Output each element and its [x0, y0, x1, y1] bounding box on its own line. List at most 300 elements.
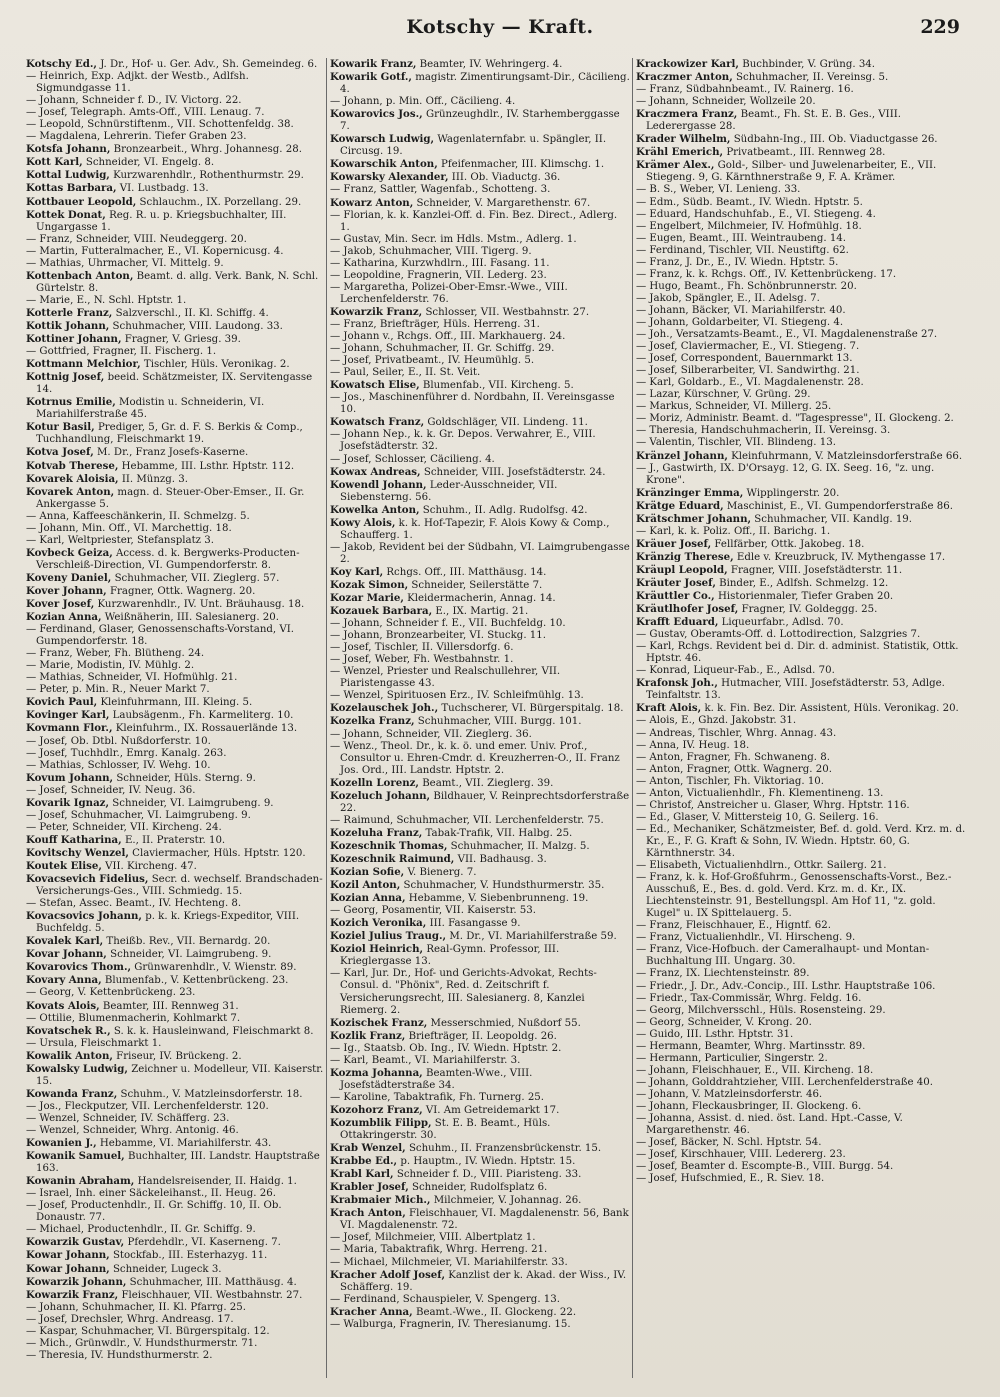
directory-entry	[26, 371, 326, 396]
entry-name: Kowalsky Ludwig,	[26, 1062, 128, 1075]
entry-text: Tabak-Trafik, VII. Halbg. 25.	[425, 827, 573, 839]
entry-name: Krabl Karl,	[330, 1168, 394, 1181]
entry-name: Kowatsch Elise,	[330, 379, 420, 392]
entry-text: — Johann, Bronzearbeiter, VI. Stuckg. 11.	[330, 630, 546, 642]
directory-entry	[26, 1113, 326, 1125]
entry-text: — Hermann, Particulier, Singerstr. 2.	[636, 1052, 828, 1064]
entry-text: Buchhalter, III. Landstr. Hauptstraße 163.	[36, 1151, 320, 1175]
entry-name: Krabbe Ed.,	[330, 1155, 398, 1168]
directory-entry	[636, 665, 966, 677]
directory-entry	[26, 772, 326, 785]
entry-text: — Franz, Victualienhdlr., VI. Hirscheng. 9.	[636, 932, 856, 944]
entry-name: Kozelauschek Joh.,	[330, 702, 439, 715]
directory-entry	[330, 1207, 630, 1232]
entry-text: — Theresia, Handschuhmacherin, II. Vereinsg. 3.	[636, 425, 891, 437]
entry-text: — Josef, Tischler, II. Villersdorfg. 6.	[330, 642, 514, 654]
entry-text: Fragner, IV. Goldeggg. 25.	[741, 604, 878, 616]
entry-text: Fragner, V. Griesg. 39.	[124, 334, 241, 346]
entry-text: — Anton, Victualienhdlr., Fh. Klementineng. 13.	[636, 787, 884, 799]
directory-entry	[636, 281, 966, 293]
directory-entry	[330, 1055, 630, 1067]
directory-entry	[26, 709, 326, 722]
directory-entry	[26, 1276, 326, 1289]
directory-entry	[330, 741, 630, 777]
column-divider	[326, 58, 327, 1378]
directory-entry	[636, 84, 966, 96]
directory-entry	[636, 437, 966, 449]
directory-entry	[636, 184, 966, 196]
entry-text: p. Hauptm., IV. Wiedn. Hptstr. 15.	[400, 1156, 576, 1168]
entry-text: Schuhmacher, V. Hundsthurmerstr. 35.	[403, 880, 605, 892]
directory-entry	[636, 353, 966, 365]
directory-entry	[636, 108, 966, 133]
entry-text: — Josef, Schlosser, Cäcilieng. 4.	[330, 453, 495, 465]
entry-name: Kottiner Johann,	[26, 333, 122, 346]
entry-name: Kouff Katharina,	[26, 833, 122, 846]
directory-entry	[330, 1257, 630, 1269]
entry-text: Claviermacher, Hüls. Hptstr. 120.	[132, 847, 306, 859]
directory-entry	[26, 1175, 326, 1188]
directory-entry	[636, 377, 966, 389]
entry-text: — Franz, k. k. Rchgs. Off., IV. Kettenbrückeng. 17.	[636, 268, 897, 280]
directory-entry	[636, 1017, 966, 1029]
directory-entry	[330, 306, 630, 319]
entry-text: — Josef, Kirschhauer, VIII. Ledererg. 23.	[636, 1149, 846, 1161]
entry-name: Koziol Heinrich,	[330, 943, 424, 956]
directory-entry	[636, 577, 966, 590]
entry-text: — Engelbert, Milchmeier, IV. Hofmühlg. 18.	[636, 220, 862, 232]
directory-entry	[636, 715, 966, 727]
directory-entry	[636, 513, 966, 526]
entry-text: — Markus, Schneider, VI. Millerg. 25.	[636, 401, 832, 413]
entry-name: Kovacsevich Fidelius,	[26, 873, 149, 886]
entry-name: Kowy Alois,	[330, 516, 396, 529]
directory-entry	[636, 993, 966, 1005]
directory-entry	[330, 504, 630, 517]
entry-text: Fleischhauer, VI. Magdalenenstr. 56, Bank VI. Magdalenenstr. 72.	[340, 1208, 629, 1232]
entry-name: Kowanien J.,	[26, 1137, 97, 1150]
entry-text: — Eugen, Beamt., III. Weintraubeng. 14.	[636, 232, 847, 244]
entry-text: Historienmaler, Tiefer Graben 20.	[717, 591, 894, 603]
entry-text: — Mathias, Schlosser, IV. Wehg. 10.	[26, 759, 211, 771]
directory-entry	[330, 429, 630, 453]
entry-text: — Andreas, Tischler, Whrg. Annag. 43.	[636, 727, 837, 739]
entry-text: — Mich., Grünwdlr., V. Hundsthurmerstr. 71.	[26, 1337, 258, 1349]
entry-text: E., II. Praterstr. 10.	[124, 834, 226, 846]
directory-entry	[330, 282, 630, 306]
entry-name: Kozich Veronika,	[330, 917, 427, 930]
entry-name: Kozelln Lorenz,	[330, 776, 419, 789]
entry-text: VI. Lustbadg. 13.	[119, 183, 209, 195]
directory-entry	[636, 981, 966, 993]
entry-name: Kozian Anna,	[330, 892, 406, 905]
directory-entry	[330, 197, 630, 210]
directory-entry	[636, 1077, 966, 1089]
directory-entry	[636, 425, 966, 437]
entry-text: VI. Am Getreidemarkt 17.	[425, 1104, 560, 1116]
entry-text: Schneider, Hüls. Sterng. 9.	[116, 772, 256, 784]
entry-text: Secr. d. wechself. Brandschaden-Versicherungs-Ges., VIII. Schmiedg. 15.	[36, 874, 323, 898]
directory-entry	[330, 1244, 630, 1256]
entry-text: Pfeifenmacher, III. Klimschg. 1.	[441, 159, 605, 171]
entry-text: Schuhmacher, VIII. Laudong. 33.	[112, 320, 283, 332]
directory-entry	[26, 446, 326, 459]
directory-entry	[636, 389, 966, 401]
directory-entry	[636, 233, 966, 245]
directory-entry	[636, 1173, 966, 1185]
entry-text: — Hermann, Beamter, Whrg. Martinsstr. 89.	[636, 1040, 866, 1052]
column-divider	[632, 58, 633, 1378]
entry-text: — Karl, Goldarb., E., VI. Magdalenenstr. 28.	[636, 377, 864, 389]
entry-text: — Wenzel, Schneider, Whrg. Antonig. 46.	[26, 1124, 239, 1136]
entry-name: Kovarik Ignaz,	[26, 796, 110, 809]
entry-text: Schneider f. D., VIII. Piaristeng. 33.	[396, 1169, 582, 1181]
directory-entry	[26, 987, 326, 999]
directory-entry	[26, 873, 326, 898]
directory-entry	[636, 752, 966, 764]
directory-entry	[636, 257, 966, 269]
entry-text: Leder-Ausschneider, VII. Siebensterng. 56.	[340, 479, 558, 503]
entry-text: — Josef, Productenhdlr., II. Gr. Schiffg. 10, II. Ob. Donaustr. 77.	[26, 1200, 282, 1224]
directory-entry	[26, 547, 326, 572]
entry-text: Handelsreisender, II. Haidg. 1.	[137, 1176, 297, 1188]
directory-entry	[26, 270, 326, 295]
entry-text: Beamt., Fh. St. E. B. Ges., VIII. Lederergasse 28.	[646, 109, 901, 133]
entry-name: Kräuter Josef,	[636, 576, 716, 589]
directory-entry	[330, 171, 630, 184]
entry-name: Kozeschnik Raimund,	[330, 853, 455, 865]
directory-entry	[636, 590, 966, 603]
directory-entry	[330, 1092, 630, 1104]
entry-text: Schuhm., II. Franzensbrückenstr. 15.	[408, 1143, 602, 1155]
entry-name: Kräupl Leopold,	[636, 563, 728, 576]
entry-name: Kozma Johanna,	[330, 1066, 423, 1079]
directory-entry	[26, 1314, 326, 1326]
directory-entry	[636, 305, 966, 317]
entry-text: — Josef, Correspondent, Bauernmarkt 13.	[636, 353, 853, 365]
entry-text: — Ig., Staatsb. Ob. Ing., IV. Wiedn. Hptstr. 2.	[330, 1042, 562, 1054]
directory-entry	[330, 790, 630, 815]
directory-entry	[330, 392, 630, 416]
page-title: Kotschy — Kraft.	[406, 16, 594, 38]
entry-name: Kowax Andreas,	[330, 465, 421, 478]
directory-entry	[26, 234, 326, 246]
directory-entry	[330, 905, 630, 917]
entry-text: Wagenlaternfabr. u. Spängler, II. Circusg. 19.	[340, 134, 607, 158]
entry-text: Reg. R. u. p. Kriegsbuchhalter, III. Ungargasse 1.	[36, 209, 287, 233]
directory-entry	[26, 1063, 326, 1088]
entry-text: — Johann, Schuhmacher, II. Gr. Schiffg. 29.	[330, 343, 555, 355]
directory-entry	[636, 788, 966, 800]
entry-text: — Johann, Goldarbeiter, VI. Stiegeng. 4.	[636, 316, 844, 328]
entry-text: — Karl, Jur. Dr., Hof- und Gerichts-Advokat, Rechts-Consul. d. "Phönix", Red. d. Zeitschrift f. Versicherungsrecht, III. Salesianerg. 8, Kanzlei Riemerg. 2.	[330, 968, 597, 1016]
directory-entry	[26, 935, 326, 948]
directory-entry	[636, 463, 966, 487]
entry-text: Beamt.-Wwe., II. Glockeng. 22.	[415, 1306, 577, 1318]
directory-entry	[636, 728, 966, 740]
entry-text: — Gottfried, Fragner, II. Fischerg. 1.	[26, 346, 217, 358]
directory-entry	[26, 585, 326, 598]
directory-entry	[330, 943, 630, 968]
directory-entry	[330, 1306, 630, 1319]
directory-entry	[330, 630, 630, 642]
entry-text: — Johann, Schneider, Wollzeile 20.	[636, 96, 816, 108]
directory-entry	[636, 764, 966, 776]
entry-text: — Johann, V. Matzleinsdorferstr. 46.	[636, 1088, 823, 1100]
entry-text: Wipplingerstr. 20.	[746, 487, 840, 499]
entry-text: — Karl, k. k. Poliz. Off., II. Barichg. 1.	[636, 525, 831, 537]
entry-text: Maschinist, E., VI. Gumpendorferstraße 86.	[726, 500, 953, 512]
entry-name: Kozauek Barbara,	[330, 605, 433, 618]
directory-entry	[26, 156, 326, 169]
page-header	[0, 14, 1000, 46]
directory-entry	[26, 58, 326, 71]
entry-text: — Franz, k. k. Hof-Großfuhrm., Genossenschafts-Vorst., Bez.-Ausschuß, E., Bes. d. gold. Verd. Krz. m. d. Kr., IX. Liechtensteinstr. 91, Bestellungspl. Am Hof 11, "z. gold. Kugel" u. IX Spittelauerg. 5.	[636, 872, 952, 920]
entry-text: magn. d. Steuer-Ober-Emser., II. Gr. Ankergasse 5.	[36, 486, 305, 510]
directory-entry	[636, 551, 966, 564]
entry-text: V. Bienerg. 7.	[407, 867, 477, 879]
entry-text: — Anna, Kaffeeschänkerin, II. Schmelzg. 5.	[26, 510, 250, 522]
entry-text: Binder, E., Adlfsh. Schmelzg. 12.	[719, 577, 889, 589]
entry-text: — Margaretha, Polizei-Ober-Emsr.-Wwe., VIII. Lerchenfelderstr. 76.	[330, 281, 568, 305]
directory-entry	[636, 702, 966, 715]
entry-text: — Alois, E., Ghzd. Jakobstr. 31.	[636, 715, 797, 727]
directory-entry	[636, 450, 966, 463]
directory-entry	[636, 800, 966, 812]
entry-name: Krabmaier Mich.,	[330, 1194, 431, 1207]
entry-text: — Josef, Silberarbeiter, VI. Sandwirthg. 21.	[636, 365, 860, 377]
directory-entry	[26, 486, 326, 511]
directory-entry	[636, 159, 966, 184]
entry-text: Beamter, IV. Wehringerg. 4.	[419, 59, 563, 70]
entry-text: — Anton, Fragner, Ottk. Wagnerg. 20.	[636, 763, 832, 775]
directory-entry	[330, 319, 630, 331]
directory-entry	[26, 860, 326, 873]
entry-name: Kozian Sofie,	[330, 866, 405, 879]
entry-name: Kränzel Johann,	[636, 449, 728, 462]
directory-entry	[26, 258, 326, 270]
entry-text: — Franz, Briefträger, Hüls. Herreng. 31.	[330, 318, 540, 330]
entry-name: Kovary Anna,	[26, 974, 102, 987]
directory-entry	[330, 1319, 630, 1331]
directory-entry	[330, 1155, 630, 1168]
directory-entry	[330, 1117, 630, 1142]
directory-entry	[330, 1194, 630, 1207]
entry-name: Koy Karl,	[330, 565, 384, 578]
entry-text: Schuhmacher, II. Malzg. 5.	[450, 840, 590, 852]
directory-entry	[636, 920, 966, 932]
directory-entry	[636, 1041, 966, 1053]
directory-entry	[26, 684, 326, 696]
entry-text: — Anton, Tischler, Fh. Viktoriag. 10.	[636, 775, 825, 787]
directory-entry	[636, 1149, 966, 1161]
entry-text: — Johann, Min. Off., VI. Marchettig. 18.	[26, 522, 232, 534]
entry-text: — Josef, Hufschmied, E., R. Siev. 18.	[636, 1173, 825, 1185]
entry-name: Krähl Emerich,	[636, 146, 724, 159]
directory-entry	[330, 379, 630, 392]
directory-entry	[330, 517, 630, 542]
directory-entry	[636, 641, 966, 665]
entry-name: Kracher Adolf Josef,	[330, 1268, 445, 1281]
entry-name: Kowarz Anton,	[330, 196, 414, 209]
entry-text: Beamter, III. Rennweg 31.	[102, 1000, 239, 1012]
directory-entry	[636, 133, 966, 146]
entry-text: — Karl, Beamt., VI. Mariahilferstr. 3.	[330, 1054, 521, 1066]
directory-entry	[330, 158, 630, 171]
directory-entry	[636, 71, 966, 84]
entry-text: Kanzlist der k. Akad. der Wiss., IV. Schäfferg. 19.	[340, 1269, 627, 1293]
directory-entry	[636, 245, 966, 257]
entry-text: Fragner, VIII. Josefstädterstr. 11.	[730, 564, 903, 576]
directory-entry	[636, 487, 966, 500]
entry-name: Kovitschy Wenzel,	[26, 846, 129, 859]
entry-text: Stockfab., III. Esterhazyg. 11.	[112, 1250, 268, 1262]
directory-entry	[330, 1017, 630, 1030]
entry-text: Kleinfuhrmann, V. Matzleinsdorferstraße 66.	[731, 450, 963, 462]
directory-entry	[330, 454, 630, 466]
directory-entry	[26, 196, 326, 209]
entry-name: Kovats Alois,	[26, 999, 100, 1012]
directory-entry	[636, 1029, 966, 1041]
entry-text: — Kaspar, Schuhmacher, VI. Bürgerspitalg. 12.	[26, 1325, 270, 1337]
entry-text: — B. S., Weber, VI. Lenieng. 33.	[636, 184, 801, 196]
directory-columns	[26, 58, 976, 1378]
directory-entry	[330, 1104, 630, 1117]
directory-entry	[26, 898, 326, 910]
entry-name: Kottas Barbara,	[26, 182, 117, 195]
entry-text: — Karl, Rchgs. Revident bei d. Dir. d. administ. Statistik, Ottk. Hptstr. 46.	[636, 641, 959, 665]
entry-name: Krader Wilhelm,	[636, 133, 731, 146]
entry-name: Kovarek Anton,	[26, 485, 115, 498]
entry-text: Hutmacher, VIII. Josefstädterstr. 53, Adlge. Teinfaltstr. 13.	[646, 678, 945, 702]
directory-entry	[26, 797, 326, 810]
directory-entry	[330, 184, 630, 196]
directory-entry	[330, 258, 630, 270]
directory-entry	[330, 96, 630, 108]
directory-entry	[26, 1350, 326, 1362]
entry-name: Kowar Johann,	[26, 1249, 110, 1262]
entry-text: Laubsägenm., Fh. Karmeliterg. 10.	[112, 710, 294, 722]
entry-name: Kowalik Anton,	[26, 1049, 113, 1062]
entry-text: — Franz, Sattler, Wagenfab., Schotteng. 3.	[330, 184, 551, 196]
entry-text: — Karl, Weltpriester, Stefansplatz 3.	[26, 534, 214, 546]
entry-text: Liqueurfabr., Adlsd. 70.	[721, 617, 844, 629]
entry-text: Kleinfuhrm., IX. Rossauerlände 13.	[115, 723, 298, 735]
entry-text: — Moriz, Administr. Beamt. d. "Tagespresse", II. Glockeng. 2.	[636, 413, 954, 425]
entry-text: — Karoline, Tabaktrafik, Fh. Turnerg. 25.	[330, 1091, 545, 1103]
entry-text: — Johann, Schneider, VII. Zieglerg. 36.	[330, 728, 532, 740]
entry-name: Kowendl Johann,	[330, 478, 427, 491]
entry-text: Schlosser, VII. Westbahnstr. 27.	[425, 306, 590, 318]
directory-entry	[26, 748, 326, 760]
entry-text: — Anton, Fragner, Fh. Schwaneng. 8.	[636, 751, 830, 763]
entry-text: — Ed., Mechaniker, Schätzmeister, Bef. d. gold. Verd. Krz. m. d. Kr., E., F. G. Kraft & Sohn, IV. Wiedn. Hptstr. 60, G. Kärnthnerstr. 34.	[636, 823, 966, 859]
entry-name: Krämer Alex.,	[636, 159, 715, 172]
directory-entry	[26, 246, 326, 258]
entry-text: — Leopold, Schnürstiftenm., VII. Schottenfeldg. 38.	[26, 119, 294, 131]
entry-name: Kowarik Gotf.,	[330, 71, 412, 84]
entry-text: — Walburga, Fragnerin, IV. Theresianumg. 15.	[330, 1318, 571, 1330]
directory-entry	[636, 812, 966, 824]
entry-name: Kotvab Therese,	[26, 459, 119, 472]
directory-entry	[330, 892, 630, 905]
entry-name: Kowarsky Alexander,	[330, 171, 449, 184]
entry-name: Kotrnus Emilie,	[26, 396, 116, 409]
directory-entry	[26, 736, 326, 748]
directory-entry	[26, 1000, 326, 1013]
entry-name: Kovarovics Thom.,	[26, 961, 132, 974]
column-2	[330, 58, 630, 1378]
entry-text: J. Dr., Hof- u. Ger. Adv., Sh. Gemeindeg. 6.	[100, 59, 318, 70]
entry-name: Kräutlhofer Josef,	[636, 603, 739, 616]
directory-entry	[636, 293, 966, 305]
entry-text: — Johann, Schuhmacher, II. Kl. Pfarrg. 25.	[26, 1301, 247, 1313]
entry-text: beeid. Schätzmeister, IX. Servitengasse 14.	[36, 372, 313, 396]
directory-entry	[26, 460, 326, 473]
directory-entry	[330, 815, 630, 827]
entry-name: Kottek Donat,	[26, 208, 106, 221]
entry-text: Hebamme, VI. Mariahilferstr. 43.	[99, 1138, 272, 1150]
entry-text: — Michael, Productenhdlr., II. Gr. Schiffg. 9.	[26, 1224, 256, 1236]
entry-name: Kozohorz Franz,	[330, 1103, 423, 1116]
entry-name: Krach Anton,	[330, 1207, 406, 1220]
directory-entry	[636, 146, 966, 159]
directory-entry	[26, 910, 326, 935]
entry-text: — Josef, Schuhmacher, VI. Laimgrubeng. 9.	[26, 809, 251, 821]
entry-name: Kozeluha Franz,	[330, 826, 423, 839]
entry-text: III. Fasangasse 9.	[429, 918, 521, 930]
directory-entry	[26, 611, 326, 624]
entry-text: — Elisabeth, Victualienhdlrn., Ottkr. Sailerg. 21.	[636, 860, 887, 872]
directory-entry	[26, 822, 326, 834]
entry-text: — Stefan, Assec. Beamt., IV. Hechteng. 8.	[26, 898, 242, 910]
entry-text: — Johann, Schneider f. D., IV. Victorg. 22.	[26, 95, 242, 107]
entry-text: II. Münzg. 3.	[121, 473, 189, 485]
entry-name: Kowarik Franz,	[330, 58, 417, 70]
entry-name: Kozeluch Johann,	[330, 789, 431, 802]
entry-text: — Josef, Beamter d. Escompte-B., VIII. Burgg. 54.	[636, 1161, 894, 1173]
directory-entry	[26, 473, 326, 486]
directory-entry	[26, 1302, 326, 1314]
entry-text: — Valentin, Tischler, VII. Blindeng. 13.	[636, 437, 836, 449]
entry-name: Kozian Anna,	[26, 611, 102, 624]
entry-text: — Ottilie, Blumenmacherin, Kohlmarkt 7.	[26, 1012, 241, 1024]
directory-entry	[636, 96, 966, 108]
directory-entry	[636, 1005, 966, 1017]
entry-name: Kowanin Abraham,	[26, 1175, 135, 1188]
entry-text: Kurzwarenhdlr., IV. Unt. Bräuhausg. 18.	[97, 599, 305, 611]
entry-text: Fellfärber, Ottk. Jakobeg. 18.	[714, 538, 865, 550]
entry-name: Kozelka Franz,	[330, 715, 415, 728]
column-3	[636, 58, 966, 1378]
entry-name: Kowarovics Jos.,	[330, 108, 423, 121]
entry-name: Kotva Josef,	[26, 446, 94, 459]
entry-name: Krabler Josef,	[330, 1181, 409, 1194]
entry-text: — Georg, Schneider, V. Krong. 20.	[636, 1016, 812, 1028]
directory-entry	[26, 1038, 326, 1050]
entry-text: Weißnäherin, III. Salesianerg. 20.	[104, 612, 279, 624]
directory-entry	[330, 1294, 630, 1306]
directory-entry	[330, 246, 630, 258]
entry-text: Tuchscherer, VI. Bürgerspitalg. 18.	[441, 703, 624, 715]
entry-text: — Josef, Privatbeamt., IV. Heumühlg. 5.	[330, 355, 535, 367]
entry-text: Friseur, IV. Brückeng. 2.	[116, 1050, 242, 1062]
entry-name: Kover Johann,	[26, 584, 107, 597]
entry-name: Kräuer Josef,	[636, 537, 712, 550]
entry-text: Buchbinder, V. Grüng. 34.	[742, 59, 876, 70]
entry-text: Schlauchm., IX. Porzellang. 29.	[139, 196, 302, 208]
entry-name: Kover Josef,	[26, 598, 95, 611]
